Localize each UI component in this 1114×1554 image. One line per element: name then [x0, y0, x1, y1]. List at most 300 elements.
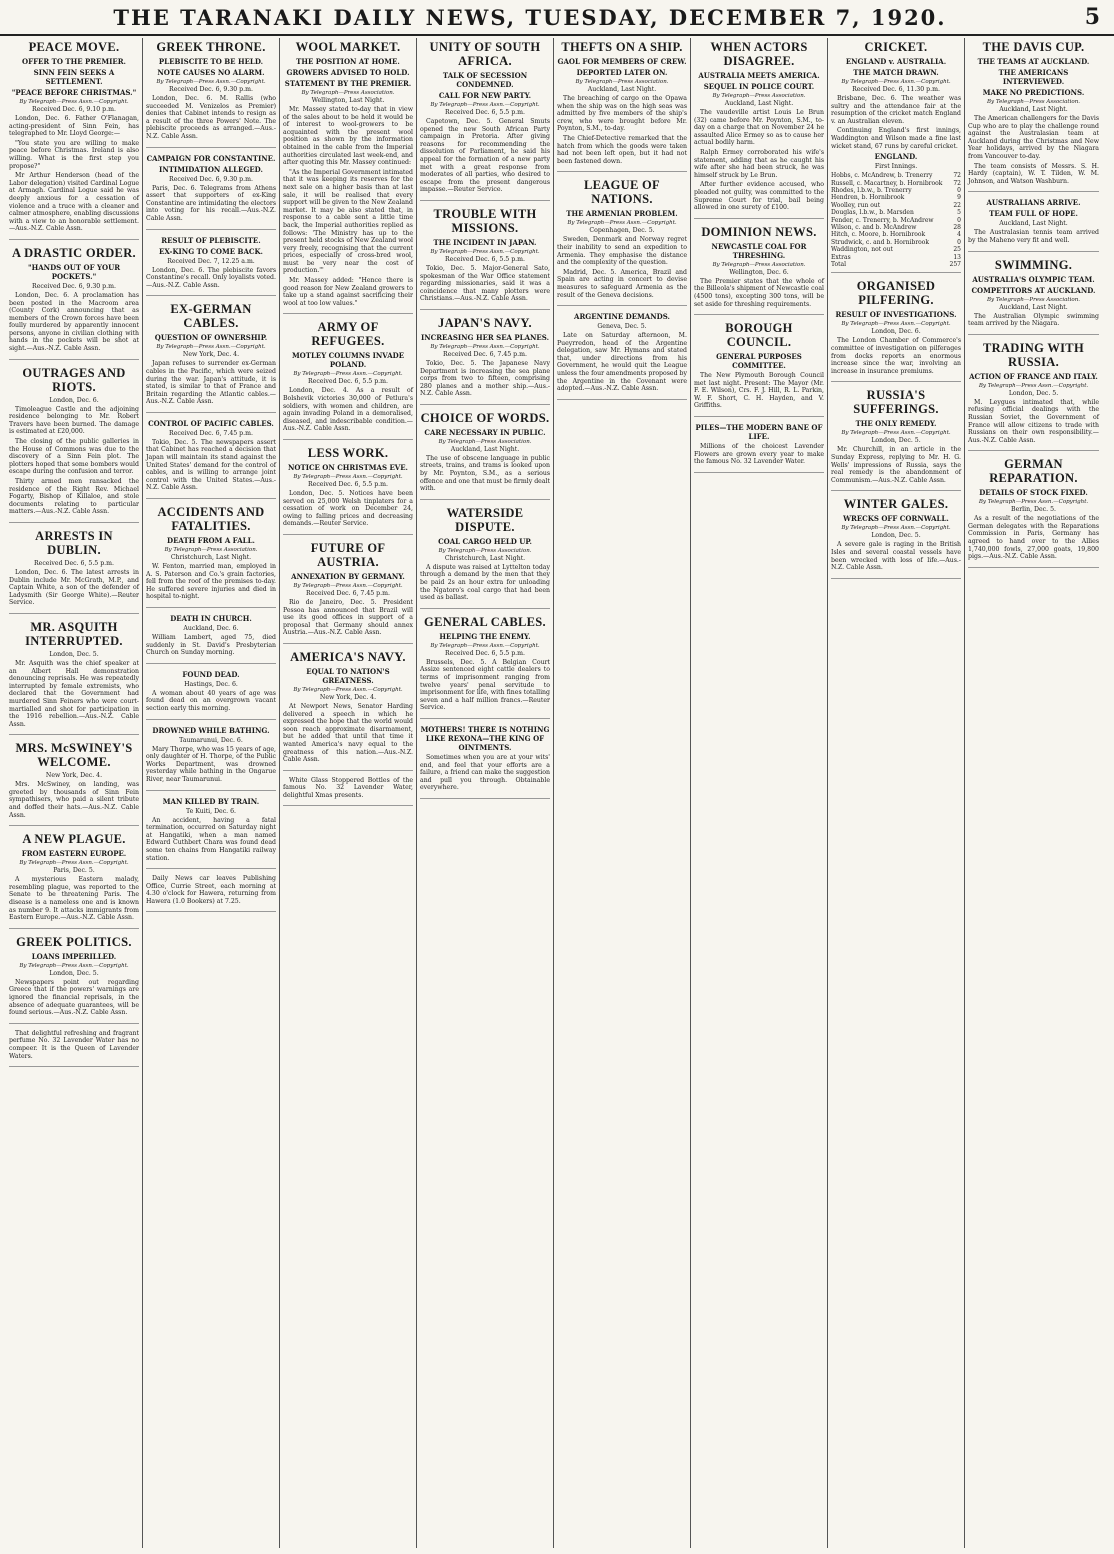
article-body: [146, 360, 276, 406]
article-dateline: Received Dec. 6, 9.10 p.m.: [32, 106, 116, 113]
article-paragraph: A mysterious Eastern malady, resembling plague, was reported to the Senate to be threatening Paris. The disease is a nameless one and is known as number 9. It attacks immigrants from Eastern Europe.—Aus.-N.Z. Cable Assn.: [9, 876, 139, 922]
article-dateline: London, Dec. 5.: [1008, 389, 1059, 397]
article-body: [146, 690, 276, 713]
article-body: [283, 490, 413, 528]
article-subheading: NOTE CAUSES NO ALARM.: [157, 68, 265, 77]
article-headline: TROUBLE WITH MISSIONS.: [433, 206, 537, 235]
news-article: [420, 615, 550, 719]
news-article: [146, 670, 276, 720]
article-credit: By Telegraph—Press Assn.—Copyright.: [430, 642, 540, 649]
article-paragraph: Brisbane, Dec. 6. The weather was sultry and the attendance fair at the resumption of the cricket match England v. an Australian eleven.: [831, 95, 961, 125]
news-article: [9, 366, 139, 523]
article-dateline: Received Dec. 6, 7.45 p.m.: [306, 589, 390, 597]
article-paragraph: The New Plymouth Borough Council met last night. Present: The Mayor (Mr. F. E. Wilson), Crs. F. J. Hill, R. L. Parkin, W. F. Short, C. H. Hayden, and V. Griffiths.: [694, 372, 824, 410]
article-body: [557, 95, 687, 165]
news-article: [694, 40, 824, 219]
article-subheading: PILES—THE MODERN BANE OF LIFE.: [695, 423, 823, 442]
article-dateline: New York, Dec. 4.: [45, 772, 103, 780]
news-article: [146, 236, 276, 297]
scorecard-row: [831, 217, 961, 224]
article-headline: WINTER GALES.: [843, 497, 949, 512]
article-body: [557, 236, 687, 299]
article-credit: By Telegraph—Press Assn.—Copyright.: [841, 430, 951, 437]
article-headline: WOOL MARKET.: [295, 40, 401, 54]
article-subheading: QUESTION OF OWNERSHIP.: [154, 333, 268, 343]
article-body: [146, 746, 276, 784]
article-dateline: Received Dec. 6, 9.30 p.m.: [32, 282, 116, 290]
article-paragraph: The use of obscene language in public streets, trains, and trams is looked upon by Mr. Poynton, S.M., as a serious offence and one that must be firmly dealt with.: [420, 454, 550, 493]
article-credit: By Telegraph—Press Assn.—Copyright.: [19, 99, 129, 105]
batsman-name: Russell, c. Macartney, b. Hornibrook: [831, 179, 943, 187]
scorecard-row: [831, 194, 961, 201]
article-paragraph: Ralph Ermey corroborated his wife's statement, adding that as he caught his wife after she had been struck, he was himself struck by Le Brun.: [694, 148, 824, 179]
article-headline: GENERAL CABLES.: [424, 614, 546, 629]
article-headline: JAPAN'S NAVY.: [438, 315, 532, 330]
article-dateline: London, Dec. 5.: [871, 437, 921, 445]
article-dateline: Received Dec. 6, 5.5 p.m.: [445, 649, 525, 657]
article-paragraph: White Glass Stoppered Bottles of the famous No. 32 Lavender Water, delightful Xmas presents.: [283, 776, 413, 799]
news-columns: [6, 38, 1108, 1548]
batsman-name: Hendren, b. Hornibrook: [831, 194, 905, 202]
article-paragraph: London, Dec. 4. As a result of Bolshevik victories 30,000 of Petlura's soldiers, with women and children, are again invading Poland in a demoralised, diseased, and indescribable condition.—Aus.-N.Z. Cable Assn.: [283, 387, 413, 433]
article-body: [283, 106, 413, 307]
article-headline: A DRASTIC ORDER.: [12, 245, 136, 260]
news-article: [283, 650, 413, 771]
article-subheading: THE AMERICANS INTERVIEWED.: [998, 68, 1069, 86]
article-paragraph: The breaching of cargo on the Opawa when the ship was on the high seas was admitted by five members of the ship's crew, who were brought before Mr. Poynton, S.M., to-day.: [557, 95, 687, 133]
article-subheading: DEATH FROM A FALL.: [167, 536, 255, 546]
article-subheading: WRECKS OFF CORNWALL.: [843, 514, 949, 524]
article-paragraph: Continuing England's first innings, Waddington and Wilson made a fine last wicket stand, 67 runs by careful cricket.: [831, 127, 961, 150]
article-headline: OUTRAGES AND RIOTS.: [22, 365, 126, 394]
batsman-name: Extras: [831, 253, 851, 261]
article-subheading: ARGENTINE DEMANDS.: [574, 312, 670, 322]
article-subheading: CONTROL OF PACIFIC CABLES.: [148, 418, 274, 428]
batsman-runs: 4: [957, 231, 961, 239]
news-article: [420, 40, 550, 201]
news-article: [968, 457, 1099, 568]
article-subheading: DROWNED WHILE BATHING.: [152, 725, 270, 735]
article-paragraph: London, Dec. 5. Notices have been served on 25,000 Welsh tinplaters for a cessation of work on December 24, owing to falling prices and decreasing demands.—Reuter Service.: [283, 490, 413, 528]
article-subheading: NOTICE ON CHRISTMAS EVE.: [287, 463, 408, 472]
article-credit: By Telegraph—Press Association.: [712, 93, 806, 99]
scorecard-row: [831, 180, 961, 187]
article-paragraph: Mr. Massey added: "Hence there is good reason for New Zealand growers to take up a stand against sacrificing their wool at too low values.": [283, 277, 413, 307]
article-dateline: Wellington, Last Night.: [311, 97, 385, 104]
article-subheading: THE ONLY REMEDY.: [855, 419, 937, 429]
article-paragraph: London, Dec. 6. M. Rallis (who succeeded M. Venizelos as Premier) denies that Cabinet intends to resign as a result of the three Powers' Note. The plebiscite proceeds as arranged.—Aus.-N.Z. Cable Assn.: [146, 95, 276, 140]
batsman-runs: 0: [957, 216, 961, 224]
article-credit: By Telegraph—Press Association.: [164, 547, 258, 554]
article-paragraph: M. Leygues intimated that, while refusing official dealings with the Russian Soviet, the Government of France will allow citizens to trade with Russians on their own responsibility.—Aus.-N.Z. Cable Assn.: [968, 398, 1099, 444]
article-subheading: DEPORTED LATER ON.: [576, 68, 668, 77]
article-subheading: CARE NECESSARY IN PUBLIC.: [424, 427, 546, 437]
batsman-name: Rhodes, l.b.w., b. Trenerry: [831, 186, 912, 194]
article-credit: By Telegraph—Press Association.: [301, 90, 395, 96]
batsman-name: Douglas, l.b.w., b. Marsden: [831, 209, 914, 217]
scorecard-row: [831, 261, 961, 268]
article-paragraph: The Chief-Detective remarked that the hatch from which the goods were taken had not been left open, but it had not been fastened down.: [557, 134, 687, 165]
article-paragraph: Sometimes when you are at your wits' end, and feel that your efforts are a failure, a friend can make the suggestion and pull you through. Obtainable everywhere.: [420, 753, 550, 792]
article-paragraph: Thirty armed men ransacked the residence of the Right Rev. Michael Fogarty, Bishop of Killaloe, and stole documents relating to particular matters.—Aus.-N.Z. Cable Assn.: [9, 478, 139, 516]
article-subheading: LOANS IMPERILLED.: [31, 951, 117, 961]
news-column: [691, 38, 828, 1548]
article-body: [9, 406, 139, 516]
article-headline: TRADING WITH RUSSIA.: [983, 340, 1084, 369]
article-subheading: MOTLEY COLUMNS INVADE POLAND.: [291, 351, 405, 370]
news-article: [146, 419, 276, 499]
article-subheading: SEQUEL IN POLICE COURT.: [703, 82, 815, 91]
article-subheading: FROM EASTERN EUROPE.: [21, 849, 127, 859]
article-dateline: Auckland, Dec. 6.: [183, 625, 239, 632]
scorecard-row: [831, 239, 961, 246]
batsman-runs: 25: [953, 246, 961, 254]
article-body: [420, 659, 550, 712]
article-credit: By Telegraph—Press Assn.—Copyright.: [293, 474, 403, 480]
article-subheading: ENGLAND v. AUSTRALIA.: [845, 57, 947, 66]
article-credit: By Telegraph—Press Assn.—Copyright.: [978, 499, 1089, 506]
article-body: [831, 95, 961, 150]
article-body: [968, 115, 1099, 185]
article-dateline: Received Dec. 6, 7.45 p.m.: [443, 350, 527, 358]
article-paragraph: William Lambert, aged 75, died suddenly in St. David's Presbyterian Church on Sunday morning.: [146, 634, 276, 657]
article-subheading: MAKE NO PREDICTIONS.: [982, 88, 1085, 97]
news-article: [9, 741, 139, 826]
article-subheading: EQUAL TO NATION'S GREATNESS.: [306, 666, 390, 685]
scorecard-row: [831, 209, 961, 216]
batsman-runs: 257: [949, 261, 961, 269]
news-article: [831, 279, 961, 382]
article-credit: By Telegraph—Press Assn.—Copyright.: [293, 371, 403, 378]
article-credit: By Telegraph—Press Assn.—Copyright.: [293, 686, 403, 693]
article-headline: WHEN ACTORS DISAGREE.: [710, 40, 808, 68]
article-dateline: Auckland, Last Night.: [450, 445, 520, 453]
article-subheading: NEWCASTLE COAL FOR THRESHING.: [711, 241, 807, 260]
article-headline: UNITY OF SOUTH AFRICA.: [429, 40, 541, 68]
article-paragraph: Mr. Churchill, in an article in the Sunday Express, replying to Mr. H. G. Wells' impressions of Russia, says the real remedy is the abandonment of Communism.—Aus.-N.Z. Cable Assn.: [831, 446, 961, 484]
article-subheading: INCREASING HER SEA PLANES.: [420, 332, 550, 342]
article-subheading: DETAILS OF STOCK FIXED.: [979, 488, 1088, 498]
article-credit: By Telegraph—Press Association.: [712, 261, 806, 268]
article-body: [146, 95, 276, 141]
article-dateline: Christchurch, Last Night.: [170, 554, 252, 562]
news-article: [831, 40, 961, 273]
article-headline: ARMY OF REFUGEES.: [311, 320, 385, 349]
article-dateline: Wellington, Dec. 6.: [729, 268, 789, 276]
batsman-runs: 0: [957, 238, 961, 246]
scorecard-row: [831, 224, 961, 231]
article-body: [146, 563, 276, 601]
article-paragraph: Brussels, Dec. 5. A Belgian Court Assize sentenced eight cattle dealers to terms of imprisonment ranging from twelve years' penal servitude to imprisonment for life, with fines totalling seven and a half million francs.—Reuter Service.: [420, 658, 550, 712]
article-subheading: COMPETITORS AT AUCKLAND.: [971, 285, 1096, 295]
article-subheading: STATEMENT BY THE PREMIER.: [284, 79, 412, 88]
article-body: [9, 979, 139, 1017]
article-paragraph: The Australian Olympic swimming team arrived by the Niagara.: [968, 312, 1099, 328]
article-paragraph: A woman about 40 years of age was found dead on an overgrown vacant section early this morning.: [146, 689, 276, 712]
article-credit: By Telegraph—Press Assn.—Copyright.: [978, 382, 1089, 389]
news-article: [694, 423, 824, 473]
article-paragraph: The Premier states that the whole of the Billeola's shipment of Newcastle coal (4500 tons), excepting 300 tons, will be set aside for threshing requirements.: [694, 277, 824, 308]
news-article: [694, 225, 824, 315]
article-paragraph: London, Dec. 6. The latest arrests in Dublin include Mr. McGrath, M.P., and Captain White, a son of the defender of Ladysmith (Sir George White).—Reuter Service.: [9, 568, 139, 607]
batsman-name: Waddington, not out: [831, 246, 893, 254]
article-headline: THE DAVIS CUP.: [982, 40, 1085, 54]
news-article: [283, 446, 413, 535]
batsman-name: Wilson, c. and b. McAndrew: [831, 224, 917, 231]
article-dateline: Auckland, Last Night.: [999, 106, 1068, 113]
article-body: [146, 875, 276, 905]
article-subheading: FOUND DEAD.: [182, 669, 240, 679]
article-paragraph: That delightful refreshing and fragrant perfume No. 32 Lavender Water has no compeer. It is the Queen of Lavender Waters.: [9, 1029, 139, 1060]
batsman-name: Hobbs, c. McAndrew, b. Trenerry: [831, 172, 933, 180]
article-credit: By Telegraph—Press Assn.—Copyright.: [841, 321, 951, 328]
article-body: [420, 360, 550, 398]
article-paragraph: Japan refuses to surrender ex-German cables in the Pacific, which were seized during the war. Japan's attitude, it is stated, is similar to that of France and Britain regarding the Atlantic cables.—Aus.-N.Z. Cable Assn.: [146, 360, 276, 406]
news-article: [9, 1030, 139, 1067]
batsman-runs: 72: [953, 172, 961, 180]
article-paragraph: Tokio, Dec. 5. The Japanese Navy Department is increasing the sea plane corps from two to fifteen, comprising 280 planes and a mother ship.—Aus.-N.Z. Cable Assn.: [420, 359, 550, 398]
article-dateline: Geneva, Dec. 5.: [597, 323, 647, 331]
article-headline: A NEW PLAGUE.: [22, 832, 126, 847]
article-dateline: Hastings, Dec. 6.: [184, 680, 238, 688]
article-body: [146, 185, 276, 223]
news-column: [554, 38, 691, 1548]
article-dateline: Auckland, Last Night.: [587, 86, 657, 93]
news-article: [146, 302, 276, 413]
article-dateline: Auckland, Last Night.: [999, 303, 1068, 311]
news-article: [831, 497, 961, 578]
news-column: [6, 38, 143, 1548]
article-dateline: Received Dec. 6, 5.5 p.m.: [34, 559, 114, 567]
article-paragraph: At Newport News, Senator Harding delivered a speech in which he expressed the hope that the world would soon reach approximate disarmament, but he added that until that time it wanted America's navy equal to the greatness of this nation.—Aus.-N.Z. Cable Assn.: [283, 702, 413, 764]
article-paragraph: The team consists of Messrs. S. H. Hardy (captain), W. T. Tilden, W. M. Johnson, and Watson Washburn.: [968, 162, 1099, 185]
batsman-runs: 5: [957, 209, 961, 217]
article-body: [968, 229, 1099, 244]
article-paragraph: Mr. Massey stated to-day that in view of the sales about to be held it would be of interest to wool-growers to be acquainted with the present wool position as shown by the information obtained in the cable from the Imperial authorities circulated last week-end, and after quoting this Mr. Massey continued:: [283, 106, 413, 167]
news-article: [146, 875, 276, 912]
scorecard-row: [831, 172, 961, 179]
article-body: [420, 455, 550, 493]
news-column: [417, 38, 554, 1548]
news-article: [9, 620, 139, 735]
article-headline: LESS WORK.: [307, 446, 389, 460]
article-dateline: New York, Dec. 4.: [182, 351, 240, 359]
article-headline: DOMINION NEWS.: [701, 224, 817, 239]
article-headline: WATERSIDE DISPUTE.: [446, 505, 524, 534]
article-headline: ORGANISED PILFERING.: [856, 279, 936, 308]
article-headline: MRS. McSWINEY'S WELCOME.: [15, 741, 133, 770]
article-body: [694, 443, 824, 466]
article-dateline: Received Dec. 7, 12.25 a.m.: [167, 257, 255, 265]
article-body: [9, 660, 139, 728]
article-paragraph: Sweden, Denmark and Norway regret their inability to send an expedition to Armenia. They emphasise the distance and the complexity of the question.: [557, 236, 687, 267]
article-body: [420, 265, 550, 303]
article-dateline: Christchurch, Last Night.: [444, 554, 526, 562]
batsman-name: Strudwick, c. and b. Hornibrook: [831, 238, 930, 246]
batsman-runs: 28: [953, 224, 961, 231]
masthead: [0, 0, 1114, 36]
news-article: [9, 935, 139, 1024]
page-number: 5: [1084, 4, 1100, 30]
article-paragraph: The Australasian tennis team arrived by the Maheno very fit and well.: [968, 229, 1099, 244]
article-credit: By Telegraph—Press Assn.—Copyright.: [156, 79, 266, 85]
scorecard-row: [831, 254, 961, 261]
article-dateline: Copenhagen, Dec. 5.: [589, 227, 655, 235]
news-article: [694, 321, 824, 417]
news-article: [146, 154, 276, 230]
article-paragraph: London, Dec. 6. The plebiscite favors Constantine's recall. Only loyalists voted.—Aus.-N.Z. Cable Assn.: [146, 266, 276, 289]
article-credit: By Telegraph—Press Assn.—Copyright.: [430, 343, 540, 350]
article-paragraph: The London Chamber of Commerce's committee of investigation on pilferages from docks reports an enormous increase since the war, involving an increase in insurance premiums.: [831, 337, 961, 375]
article-subheading: GROWERS ADVISED TO HOLD.: [286, 68, 410, 77]
news-article: [557, 40, 687, 172]
article-headline: ACCIDENTS AND FATALITIES.: [157, 505, 265, 534]
article-dateline: London, Dec. 5.: [49, 969, 99, 977]
article-subheading: ACTION OF FRANCE AND ITALY.: [969, 371, 1098, 381]
article-subheading: INTIMIDATION ALLEGED.: [159, 164, 263, 174]
article-dateline: Received Dec. 6, 5.5 p.m.: [308, 378, 388, 386]
news-article: [420, 316, 550, 405]
news-article: [420, 506, 550, 609]
article-paragraph: "You state you are willing to make peace before Christmas. Ireland is also willing. What is the first step you propose?": [9, 139, 139, 170]
article-body: [420, 564, 550, 602]
news-article: [968, 198, 1099, 251]
article-subheading: CAMPAIGN FOR CONSTANTINE.: [146, 153, 276, 163]
article-subheading: OFFER TO THE PREMIER.: [22, 57, 126, 66]
scorecard-row: [831, 202, 961, 209]
article-subheading: PLEBISCITE TO BE HELD.: [158, 57, 264, 66]
article-subheading: THE ARMENIAN PROBLEM.: [566, 209, 678, 219]
article-subheading: RESULT OF PLEBISCITE.: [161, 235, 261, 245]
article-dateline: London, Dec. 5.: [49, 650, 99, 658]
article-subheading: GENERAL PURPOSES COMMITTEE.: [716, 352, 802, 371]
article-paragraph: Newspapers point out regarding Greece that if the powers' warnings are ignored the financial reprisals, in the absence of adequate guarantees, will be found serious.—Aus.-N.Z. Cable Assn.: [9, 978, 139, 1017]
article-headline: GERMAN REPARATION.: [989, 457, 1078, 486]
article-dateline: Paris, Dec. 5.: [53, 867, 95, 875]
article-body: [146, 267, 276, 290]
news-article: [283, 320, 413, 440]
article-paragraph: Mrs. McSwiney, on landing, was greeted by thousands of Sinn Fein sympathisers, who paid a silent tribute and doffed their hats.—Aus.-N.Z. Cable Assn.: [9, 781, 139, 819]
article-paragraph: Mary Thorpe, who was 15 years of age, only daughter of H. Thorpe, of the Public Works Department, was drowned yesterday while bathing in the Ongarue River, near Taumarunui.: [146, 745, 276, 783]
article-subheading: ANNEXATION BY GERMANY.: [291, 571, 405, 581]
article-credit: By Telegraph—Press Assn.—Copyright.: [430, 248, 540, 255]
news-column: [280, 38, 417, 1548]
newspaper-title: THE TARANAKI DAILY NEWS, TUESDAY, DECEMBER 7, 1920.: [113, 4, 947, 30]
article-paragraph: As a result of the negotiations of the German delegates with the Reparations Commission in Paris, Germany has agreed to hand over to the Allies 1,740,000 fowls, 27,000 goats, 19,800 pigs.—Aus.-N.Z. Cable Assn.: [968, 515, 1099, 561]
batsman-runs: 13: [953, 253, 961, 261]
article-dateline: Taumarunui, Dec. 6.: [179, 736, 243, 744]
article-body: [283, 599, 413, 637]
news-article: [9, 832, 139, 929]
article-dateline: London, Dec. 5.: [871, 532, 921, 540]
news-article: [9, 529, 139, 614]
scorecard-row: [831, 246, 961, 253]
article-body: [9, 115, 139, 233]
article-headline: CHOICE OF WORDS.: [420, 410, 550, 425]
article-body: [9, 292, 139, 353]
article-dateline: Received Dec. 6, 7.45 p.m.: [169, 429, 253, 437]
article-subheading: TALK OF SECESSION CONDEMNED.: [442, 71, 528, 89]
article-body: [146, 634, 276, 657]
article-headline: GREEK THRONE.: [156, 40, 266, 54]
article-subheading: DEATH IN CHURCH.: [170, 614, 252, 623]
article-paragraph: London, Dec. 6. A proclamation has been posted in the Macroom area (County Cork) announcing that as members of the Crown forces have been foully murdered by apparently innocent persons, anyone in civilian clothing with hands in the pockets will be shot at sight.—Aus.-N.Z. Cable Assn.: [9, 291, 139, 353]
batsman-name: Woolley, run out: [831, 201, 881, 209]
scorecard-title: ENGLAND.: [874, 152, 918, 162]
article-headline: THEFTS ON A SHIP.: [561, 40, 683, 54]
article-body: [9, 781, 139, 819]
batsman-name: Hitch, c. Moore, b. Hornibrook: [831, 231, 926, 239]
news-article: [9, 246, 139, 360]
article-headline: ARRESTS IN DUBLIN.: [35, 528, 113, 557]
article-paragraph: Tokio, Dec. 5. Major-General Sato, spokesman of the War Office statement regarding missionaries, said it was a coincidence that many plotters were Christians.—Aus.-N.Z. Cable Assn.: [420, 264, 550, 303]
article-paragraph: Paris, Dec. 6. Telegrams from Athens assert that supporters of ex-King Constantine are intimidating the electors into voting for his recall.—Aus.-N.Z. Cable Assn.: [146, 184, 276, 222]
article-paragraph: London, Dec. 6. Father O'Flanagan, acting-president of Sinn Fein, has telegraphed to Mr. Lloyd George:—: [9, 115, 139, 138]
article-credit: By Telegraph—Press Association.: [987, 99, 1080, 105]
scorecard-row: [831, 231, 961, 238]
article-body: [9, 876, 139, 922]
article-body: [283, 387, 413, 433]
news-article: [968, 258, 1099, 335]
news-article: [420, 411, 550, 500]
article-dateline: Received Dec. 6, 11.30 p.m.: [852, 86, 940, 93]
article-subheading: THE TEAMS AT AUCKLAND.: [977, 57, 1090, 66]
article-subheading: "HANDS OUT OF YOUR POCKETS.": [27, 262, 121, 281]
article-subheading: SINN FEIN SEEKS A SETTLEMENT.: [33, 68, 115, 86]
news-article: [146, 614, 276, 664]
article-credit: By Telegraph—Press Assn.—Copyright.: [430, 102, 540, 108]
article-dateline: Auckland, Last Night.: [999, 220, 1068, 228]
article-body: [146, 439, 276, 492]
article-subheading: COAL CARGO HELD UP.: [438, 536, 532, 546]
article-dateline: Berlin, Dec. 5.: [1011, 506, 1056, 514]
article-dateline: Received Dec. 6, 9.30 p.m.: [169, 86, 253, 93]
article-headline: PEACE MOVE.: [28, 40, 120, 54]
news-article: [283, 541, 413, 644]
article-subheading: RESULT OF INVESTIGATIONS.: [835, 310, 957, 320]
article-headline: FUTURE OF AUSTRIA.: [310, 540, 386, 569]
article-credit: By Telegraph—Press Assn.—Copyright.: [156, 344, 266, 351]
article-body: [283, 703, 413, 764]
article-paragraph: The American challengers for the Davis Cup who are to play the challenge round against the Australasian team at Auckland during the Christmas and New Year holidays, arrived by the Niagara from Vancouver to-day.: [968, 115, 1099, 160]
article-paragraph: Mr Arthur Henderson (head of the Labor delegation) visited Cardinal Logue at Armagh. Cardinal Logue said he was deeply anxious for a cessation of violence and a truce with a cleaner and calmer atmosphere, enabling discussions with a view to an honorable settlement.—Aus.-N.Z. Cable Assn.: [9, 172, 139, 233]
article-credit: By Telegraph—Press Assn.—Copyright.: [293, 582, 403, 589]
batsman-runs: 72: [953, 179, 961, 187]
article-body: [146, 817, 276, 863]
article-subheading: AUSTRALIA'S OLYMPIC TEAM.: [972, 274, 1095, 284]
news-article: [557, 312, 687, 400]
article-dateline: Received Dec. 6, 5.5 p.m.: [308, 481, 388, 488]
article-credit: By Telegraph—Press Assn.—Copyright.: [567, 220, 677, 227]
article-headline: MR. ASQUITH INTERRUPTED.: [25, 619, 123, 648]
news-article: [146, 797, 276, 870]
article-paragraph: W. Fenton, married man, employed in A. S. Paterson and Co.'s grain factories, fell from the roof of the premises to-day. He suffered severe injuries and died in hospital to-night.: [146, 563, 276, 601]
article-paragraph: An accident, having a fatal termination, occurred on Saturday night at Hangatiki, when a man named Edward Cuthbert Chara was found dead some ten chains from Hangatiki railway station.: [146, 816, 276, 862]
article-credit: By Telegraph—Press Association.: [575, 79, 669, 85]
article-subheading: MOTHERS! THERE IS NOTHING LIKE REXONA—THE KING OF OINTMENTS.: [420, 724, 550, 752]
article-paragraph: A severe gale is raging in the British Isles and several coastal vessels have been wrecked with loss of life.—Aus.-N.Z. Cable Assn.: [831, 541, 961, 572]
article-body: [694, 109, 824, 212]
article-body: [283, 777, 413, 800]
news-article: [9, 40, 139, 240]
article-subheading: THE MATCH DRAWN.: [853, 68, 939, 77]
article-subheading: THE POSITION AT HOME.: [296, 57, 400, 66]
article-subheading: "PEACE BEFORE CHRISTMAS.": [11, 88, 137, 97]
article-body: [420, 754, 550, 792]
article-credit: By Telegraph—Press Assn.—Copyright.: [19, 860, 129, 867]
article-headline: GREEK POLITICS.: [16, 934, 132, 949]
news-article: [283, 777, 413, 807]
